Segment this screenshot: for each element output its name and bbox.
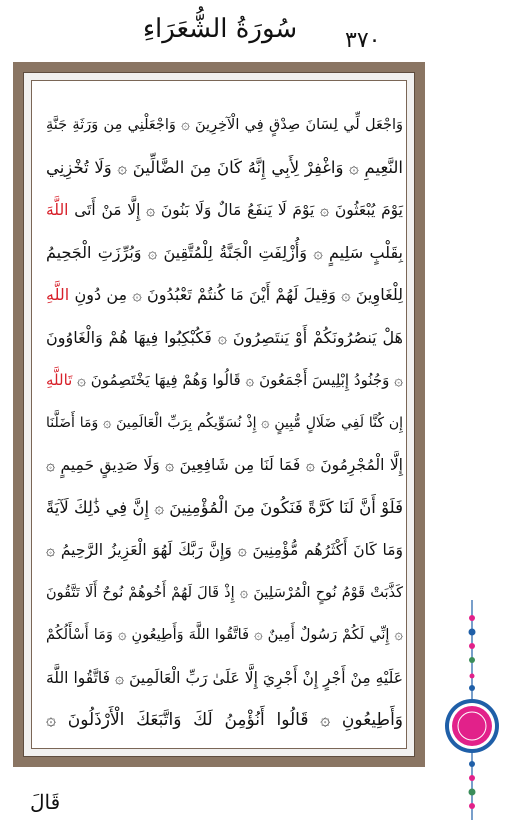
catchword: قَالَ — [30, 790, 61, 814]
page-number: ٣٧٠ — [345, 28, 381, 53]
verse-line: ۞ إِنِّي لَكُمْ رَسُولٌ أَمِينٌ ۞ فَاتَّقُوا اللَّهَ وَأَطِيعُونِ ۞ وَمَا أَسْأَلُكُمْ — [46, 627, 403, 643]
verse-line: لِلْغَاوِينَ ۞ وَقِيلَ لَهُمْ أَيْنَ مَا كُنتُمْ تَعْبُدُونَ ۞ مِن دُونِ اللَّهِ — [46, 285, 403, 304]
frame-border — [23, 72, 415, 757]
verse-line: وَأَطِيعُونِ ۞ قَالُوا أَنُؤْمِنُ لَكَ وَاتَّبَعَكَ الْأَرْذَلُونَ ۞ — [46, 710, 403, 730]
page-header — [0, 0, 518, 62]
verse-line: فَلَوْ أَنَّ لَنَا كَرَّةً فَنَكُونَ مِنَ الْمُؤْمِنِينَ ۞ إِنَّ فِي ذَٰلِكَ لَآيَةً — [45, 497, 403, 517]
verse-line: وَمَا كَانَ أَكْثَرُهُم مُّؤْمِنِينَ ۞ وَإِنَّ رَبَّكَ لَهُوَ الْعَزِيزُ الرَّحِيمُ ۞ — [46, 541, 403, 559]
verse-line: يَوْمَ يُبْعَثُونَ ۞ يَوْمَ لَا يَنفَعُ مَالٌ وَلَا بَنُونَ ۞ إِلَّا مَنْ أَتَى اللَّهَ — [46, 201, 403, 219]
verse-line: كَذَّبَتْ قَوْمُ نُوحٍ الْمُرْسَلِينَ ۞ إِذْ قَالَ لَهُمْ أَخُوهُمْ نُوحٌ أَلَا تَتَّقُونَ — [46, 584, 403, 601]
verse-line: بِقَلْبٍ سَلِيمٍ ۞ وَأُزْلِفَتِ الْجَنَّةُ لِلْمُتَّقِينَ ۞ وَبُرِّزَتِ الْجَحِيمُ — [46, 242, 403, 262]
hizb-ornament-icon — [444, 600, 500, 820]
verse-line: هَلْ يَنصُرُونَكُمْ أَوْ يَنتَصِرُونَ ۞ فَكُبْكِبُوا فِيهَا هُمْ وَالْغَاوُونَ — [46, 327, 403, 347]
verse-lines — [46, 105, 403, 745]
verse-line: النَّعِيمِ ۞ وَاغْفِرْ لِأَبِي إِنَّهُ كَانَ مِنَ الضَّالِّينَ ۞ وَلَا تُخْزِنِي — [46, 157, 403, 177]
page-frame — [13, 62, 425, 767]
verse-line: إِن كُنَّا لَفِي ضَلَالٍ مُّبِينٍ ۞ إِذْ نُسَوِّيكُم بِرَبِّ الْعَالَمِينَ ۞ وَمَا أَضَلَّنَا — [46, 414, 403, 431]
verse-line: وَاجْعَل لِّي لِسَانَ صِدْقٍ فِي الْآخِرِينَ ۞ وَاجْعَلْنِي مِن وَرَثَةِ جَنَّةِ — [46, 117, 403, 133]
surah-title: سُورَةُ الشُّعَرَاءِ — [142, 14, 298, 44]
text-panel — [31, 80, 407, 749]
verse-line: ۞ وَجُنُودُ إِبْلِيسَ أَجْمَعُونَ ۞ قَالُوا وَهُمْ فِيهَا يَخْتَصِمُونَ ۞ تَاللَّهِ — [46, 371, 403, 389]
verse-line: إِلَّا الْمُجْرِمُونَ ۞ فَمَا لَنَا مِن شَافِعِينَ ۞ وَلَا صَدِيقٍ حَمِيمٍ ۞ — [46, 456, 403, 474]
verse-line: عَلَيْهِ مِنْ أَجْرٍ إِنْ أَجْرِيَ إِلَّا عَلَىٰ رَبِّ الْعَالَمِينَ ۞ فَاتَّقُوا اللَّهَ — [46, 668, 403, 687]
